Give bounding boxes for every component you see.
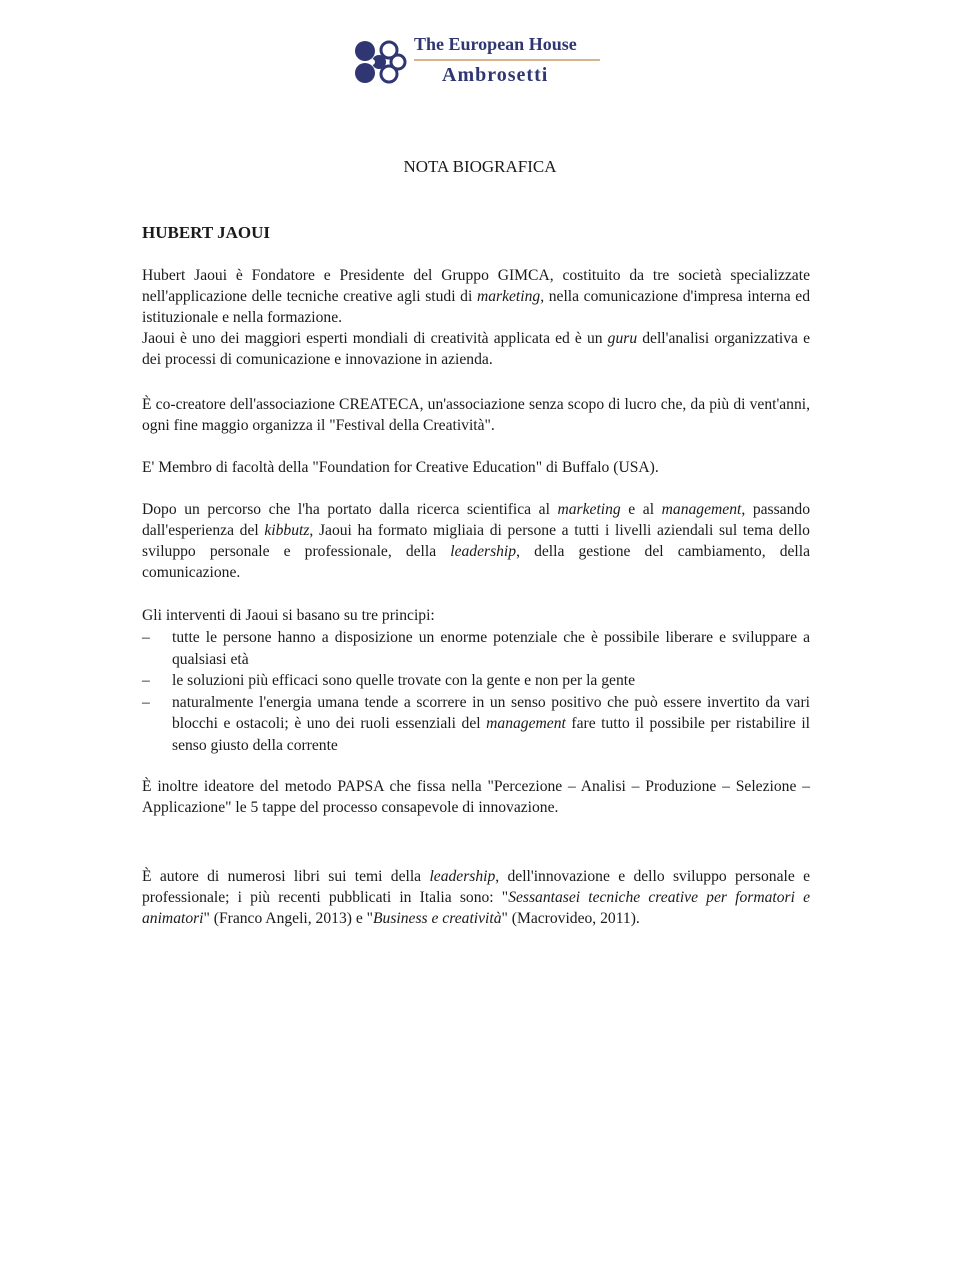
paragraph-foundation-text: E' Membro di facoltà della "Foundation for Creative Education" di Buffalo (USA). — [142, 459, 659, 476]
list-item — [142, 627, 810, 670]
italic-term: management — [486, 715, 566, 732]
bullet-dash: – — [142, 672, 150, 689]
principles-intro-text: Gli interventi di Jaoui si basano su tre principi: — [142, 607, 435, 624]
logo-text-line1: The European House — [414, 34, 577, 54]
list-item-text: naturalmente l'energia umana tende a scorrere in un senso positivo che può essere invertito da vari blocchi e ostacoli; è uno dei ruoli essenziali del — [172, 693, 810, 732]
italic-term: guru — [607, 330, 638, 347]
book-title: Sessantasei tecniche creative per formatori e animatori — [142, 889, 811, 927]
person-name-heading: HUBERT JAOUI — [142, 223, 271, 242]
text-span: e al — [620, 501, 662, 518]
document-title — [0, 157, 960, 177]
text-span: " (Franco Angeli, 2013) e " — [203, 910, 374, 927]
document-title-text: NOTA BIOGRAFICA — [403, 157, 557, 176]
paragraph-principles-intro — [142, 605, 810, 626]
list-item — [142, 670, 810, 692]
text-span: Jaoui è uno dei maggiori esperti mondiali di creatività applicata ed è un — [142, 330, 608, 347]
paragraph-papsa — [142, 776, 810, 818]
paragraph-intro — [142, 265, 810, 370]
paragraph-books-text — [142, 866, 810, 929]
company-logo — [352, 34, 608, 90]
principles-list — [142, 627, 810, 756]
text-span: " (Macrovideo, 2011). — [501, 910, 640, 927]
list-item — [142, 692, 810, 757]
list-item-text: fare tutto il possibile per ristabilire il senso giusto della corrente — [172, 715, 810, 754]
italic-term: leadership — [450, 543, 517, 560]
logo-divider — [414, 59, 600, 61]
paragraph-expert — [142, 328, 810, 370]
list-item-text: tutte le persone hanno a disposizione un enorme potenziale che è possibile liberare e sviluppare a qualsiasi età — [172, 629, 810, 668]
text-span: dell'analisi organizzativa e dei processi di comunicazione e innovazione in azienda. — [142, 330, 810, 368]
text-span: , dell'innovazione e dello sviluppo personale e professionale; i più recenti pubblicati in Italia sono: " — [142, 868, 810, 906]
logo-text-line2: Ambrosetti — [442, 64, 549, 86]
paragraph-career-text — [142, 499, 810, 583]
text-span: , della gestione del cambiamento, della comunicazione. — [142, 543, 810, 581]
paragraph-createca-text: È co-creatore dell'associazione CREATECA, un'associazione senza scopo di lucro che, da più di vent'anni, ogni fine maggio organizza il "Festival della Creatività". — [142, 396, 810, 434]
text-span: Hubert Jaoui è Fondatore e Presidente del Gruppo GIMCA, costituito da tre società specializzate nell'applicazione delle tecniche creative agli studi di — [142, 267, 810, 305]
paragraph-papsa-text: È inoltre ideatore del metodo PAPSA che fissa nella "Percezione – Analisi – Produzione – Selezione – Applicazione" le 5 tappe del processo consapevole di innovazione. — [142, 778, 810, 816]
list-item-text: le soluzioni più efficaci sono quelle trovate con la gente e non per la gente — [172, 672, 636, 689]
text-span: , passando dall'esperienza del — [142, 501, 810, 539]
paragraph-books — [142, 866, 810, 929]
text-span: , Jaoui ha formato migliaia di persone a tutti i livelli aziendali sul tema dello sviluppo personale e professionale, della — [142, 522, 810, 560]
text-span: Dopo un percorso che l'ha portato dalla ricerca scientifica al — [142, 501, 558, 518]
bullet-dash: – — [142, 629, 150, 646]
bullet-dash: – — [142, 693, 150, 711]
ambrosetti-logo-mark-icon — [352, 38, 412, 86]
text-span: , nella comunicazione d'impresa interna ed istituzionale e nella formazione. — [142, 288, 810, 326]
italic-term: management — [661, 501, 742, 518]
italic-term: leadership — [429, 868, 496, 885]
italic-term: marketing — [557, 501, 621, 518]
italic-term: marketing — [476, 288, 541, 305]
paragraph-createca — [142, 394, 810, 436]
paragraph-career — [142, 499, 810, 583]
paragraph-foundation — [142, 457, 810, 478]
italic-term: kibbutz — [264, 522, 310, 539]
book-title: Business e creatività — [373, 910, 502, 927]
paragraph-founder — [142, 265, 810, 328]
text-span: È autore di numerosi libri sui temi della — [142, 868, 430, 885]
